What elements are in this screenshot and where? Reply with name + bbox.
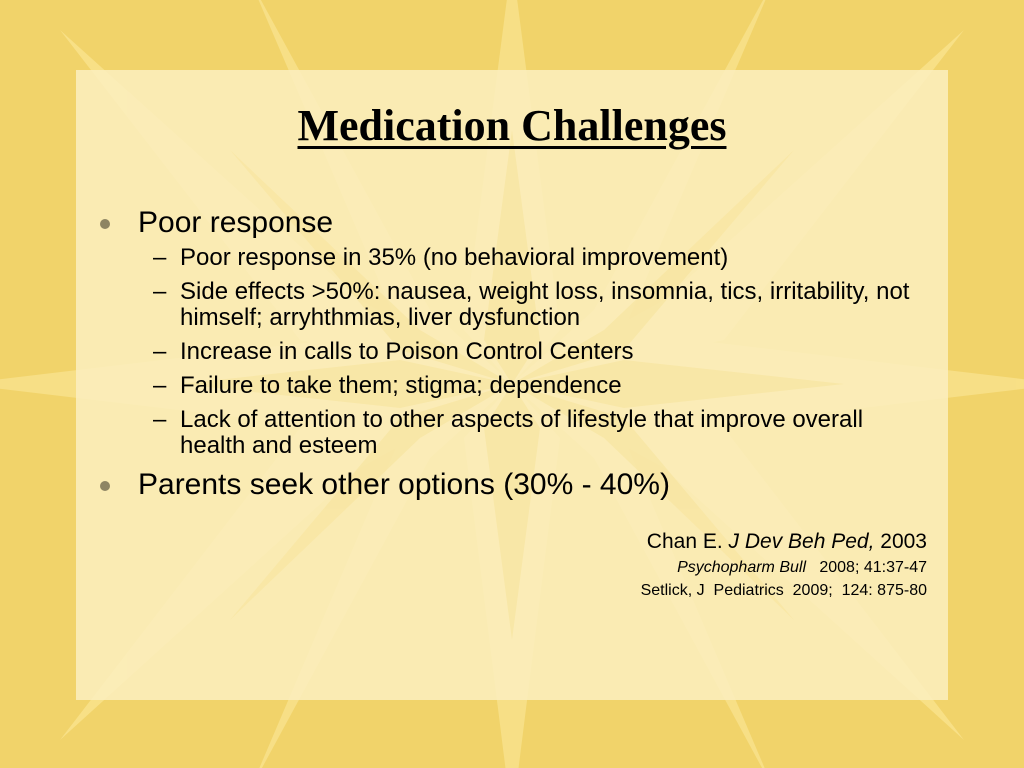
dash-marker: –	[153, 244, 167, 271]
sub-bullet-item	[153, 245, 917, 271]
dash-marker: –	[153, 338, 167, 365]
sub-bullet-text: Increase in calls to Poison Control Centers	[180, 338, 634, 365]
ref-journal: Psychopharm Bull	[677, 559, 807, 576]
references	[641, 528, 927, 602]
sub-bullet-text: Side effects >50%: nausea, weight loss, insomnia, tics, irritability, not himself; arryhthmias, liver dysfunction	[180, 278, 910, 331]
bullet-text: Poor response	[138, 206, 334, 239]
bullet-poor-response	[97, 205, 917, 241]
sub-bullet-item	[153, 373, 917, 399]
bullet-parents-options	[97, 467, 917, 503]
reference-chan	[641, 528, 927, 556]
ref-journal: J Dev Beh Ped,	[728, 530, 875, 553]
dash-marker: –	[153, 406, 167, 433]
sub-bullet-item	[153, 407, 917, 459]
sub-bullet-text: Failure to take them; stigma; dependence	[180, 372, 622, 399]
bullet-list	[97, 205, 917, 503]
slide-title: Medication Challenges	[297, 101, 727, 150]
sub-bullet-item	[153, 279, 917, 331]
ref-author: Chan E.	[646, 530, 729, 553]
sub-bullet-item	[153, 339, 917, 365]
bullet-text: Parents seek other options (30% - 40%)	[138, 468, 670, 501]
dash-marker: –	[153, 372, 167, 399]
ref-details: 2008; 41:37-47	[806, 559, 927, 576]
ref-year: 2003	[874, 530, 927, 553]
reference-psychopharm	[641, 556, 927, 579]
reference-setlick: Setlick, J Pediatrics 2009; 124: 875-80	[640, 582, 927, 599]
dash-marker: –	[153, 278, 167, 305]
sub-bullet-text: Poor response in 35% (no behavioral improvement)	[180, 244, 729, 271]
bullet-dot-icon	[100, 481, 110, 491]
sub-bullet-list	[153, 245, 917, 459]
sub-bullet-text: Lack of attention to other aspects of lifestyle that improve overall health and esteem	[180, 406, 864, 459]
bullet-dot-icon	[100, 219, 110, 229]
